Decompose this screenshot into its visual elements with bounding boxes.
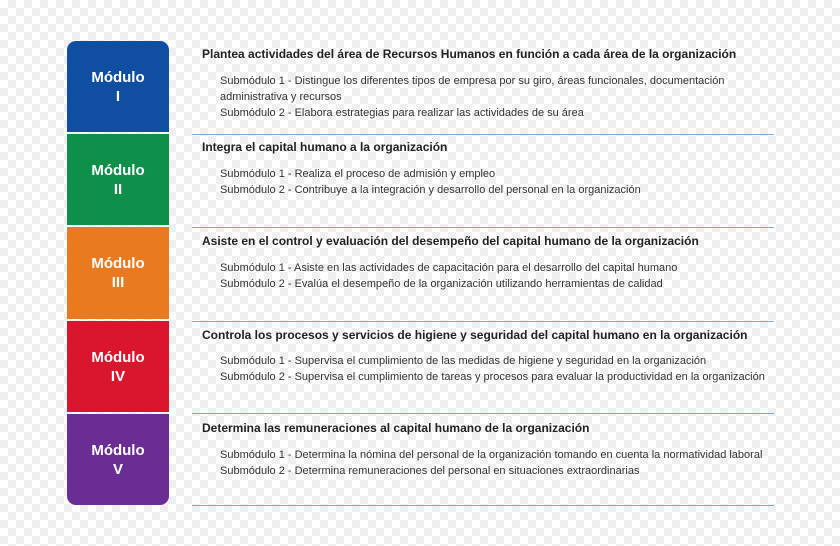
module-5-submodule-1: Submódulo 1 - Determina la nómina del personal de la organización tomando en cuenta la normatividad laboral [220, 449, 763, 461]
module-5-numeral: V [112, 460, 123, 478]
module-3-title: Asiste en el control y evaluación del desempeño del capital humano de la organización [202, 234, 699, 248]
module-1-submodule-1: Submódulo 1 - Distingue los diferentes tipos de empresa por su giro, áreas funcionales, documentación administrativa y recursos [220, 75, 725, 103]
module-1-block [67, 41, 169, 132]
module-3-submodule-1: Submódulo 1 - Asiste en las actividades de capacitación para el desarrollo del capital humano [220, 262, 678, 274]
row-divider [192, 227, 774, 228]
module-5-title: Determina las remuneraciones al capital humano de la organización [202, 421, 590, 435]
module-1-numeral: I [115, 87, 121, 105]
row-divider [192, 413, 774, 414]
module-1-title: Plantea actividades del área de Recursos Humanos en función a cada área de la organización [202, 47, 737, 61]
module-4-submodule-1: Submódulo 1 - Supervisa el cumplimiento de las medidas de higiene y seguridad en la organización [220, 355, 707, 367]
module-4-label: Módulo [91, 348, 145, 366]
module-4-numeral: IV [110, 367, 126, 385]
module-4-block [67, 321, 169, 412]
module-2-title: Integra el capital humano a la organización [202, 140, 448, 154]
module-1-label: Módulo [91, 68, 145, 86]
module-2-block [67, 134, 169, 225]
row-divider [192, 321, 774, 322]
module-5-label: Módulo [91, 441, 145, 459]
module-3-label: Módulo [91, 255, 145, 272]
module-4-submodule-2: Submódulo 2 - Supervisa el cumplimiento de tareas y procesos para evaluar la productividad en la organización [220, 371, 765, 383]
module-3-submodule-2: Submódulo 2 - Evalúa el desempeño de la organización utilizando herramientas de calidad [220, 278, 663, 290]
module-2-submodule-2: Submódulo 2 - Contribuye a la integración y desarrollo del personal en la organización [220, 184, 641, 196]
row-divider [192, 134, 774, 135]
module-column [67, 41, 169, 505]
module-1-submodule-2: Submódulo 2 - Elabora estrategias para realizar las actividades de su área [220, 107, 584, 119]
module-4-title: Controla los procesos y servicios de higiene y seguridad del capital humano en la organización [202, 328, 748, 342]
module-2-submodule-1: Submódulo 1 - Realiza el proceso de admisión y empleo [220, 168, 496, 180]
module-2-label: Módulo [91, 161, 145, 179]
module-3-block [67, 227, 169, 319]
module-5-block [67, 414, 169, 505]
module-5-submodule-2: Submódulo 2 - Determina remuneraciones del personal en situaciones extraordinarias [220, 465, 640, 477]
module-3-numeral: III [111, 274, 125, 291]
module-2-numeral: II [113, 180, 123, 198]
row-divider [192, 505, 774, 506]
